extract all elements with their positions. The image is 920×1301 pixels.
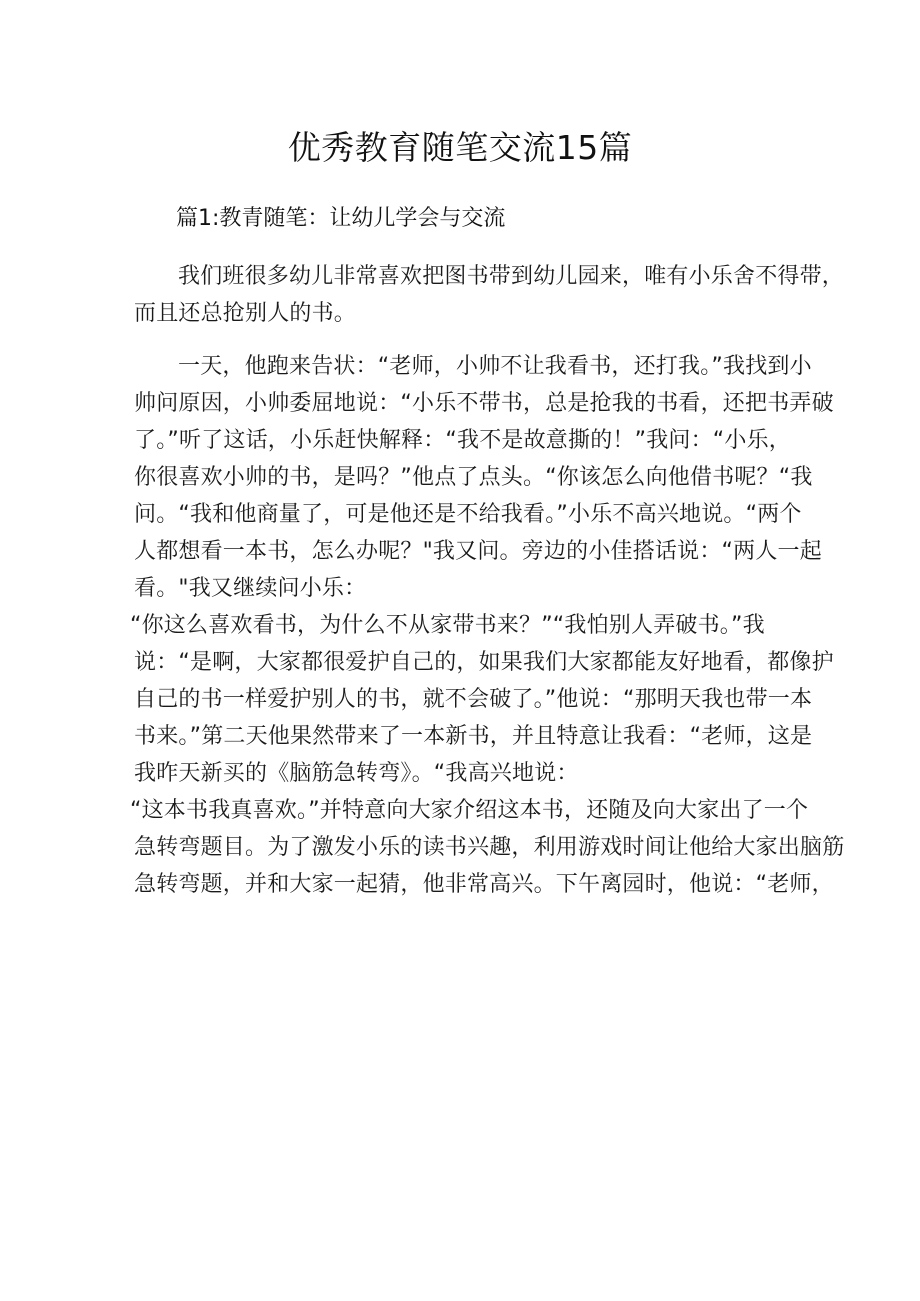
paragraph-line: 而且还总抢别人的书。 [134, 301, 357, 326]
paragraph-line: 人都想看一本书，怎么办呢？"我又问。旁边的小佳搭话说：“两人一起 [134, 539, 822, 564]
paragraph-line: “你这么喜欢看书，为什么不从家带书来？”“我怕别人弄破书。”我 [130, 613, 765, 638]
paragraph-line: 急转弯题，并和大家一起猜，他非常高兴。下午离园时，他说：“老师， [134, 872, 834, 897]
paragraph-line: 我们班很多幼儿非常喜欢把图书带到幼儿园来，唯有小乐舍不得带， [178, 264, 845, 289]
section-heading: 篇1:教青随笔：让幼儿学会与交流 [176, 206, 506, 231]
paragraph-line: 我昨天新买的《脑筋急转弯》。“我高兴地说： [134, 761, 579, 786]
paragraph-line: 自己的书一样爱护别人的书，就不会破了。”他说：“那明天我也带一本 [134, 687, 813, 712]
paragraph-line: “这本书我真喜欢。”并特意向大家介绍这本书，还随及向大家出了一个 [130, 798, 809, 823]
paragraph-line: 看。"我又继续问小乐： [134, 576, 367, 601]
paragraph-line: 了。”听了这话，小乐赶快解释：“我不是故意撕的！”我问：“小乐， [134, 428, 791, 453]
document-title: 优秀教育随笔交流15篇 [287, 128, 633, 167]
paragraph-line: 一天，他跑来告状：“老师，小帅不让我看书，还打我。”我找到小 [178, 354, 812, 379]
document-body [130, 258, 845, 903]
paragraph-line: 你很喜欢小帅的书，是吗？”他点了点头。“你该怎么向他借书呢？“我 [134, 465, 813, 490]
paragraph-line: 说：“是啊，大家都很爱护自己的，如果我们大家都能友好地看，都像护 [134, 650, 834, 675]
paragraph-line: 急转弯题目。为了激发小乐的读书兴趣，利用游戏时间让他给大家出脑筋 [134, 835, 845, 860]
paragraph-line: 问。“我和他商量了，可是他还是不给我看。”小乐不高兴地说。“两个 [134, 502, 802, 527]
paragraph-line: 帅问原因，小帅委屈地说：“小乐不带书，总是抢我的书看，还把书弄破 [134, 391, 834, 416]
paragraph-line: 书来。”第二天他果然带来了一本新书，并且特意让我看：“老师，这是 [134, 724, 813, 749]
